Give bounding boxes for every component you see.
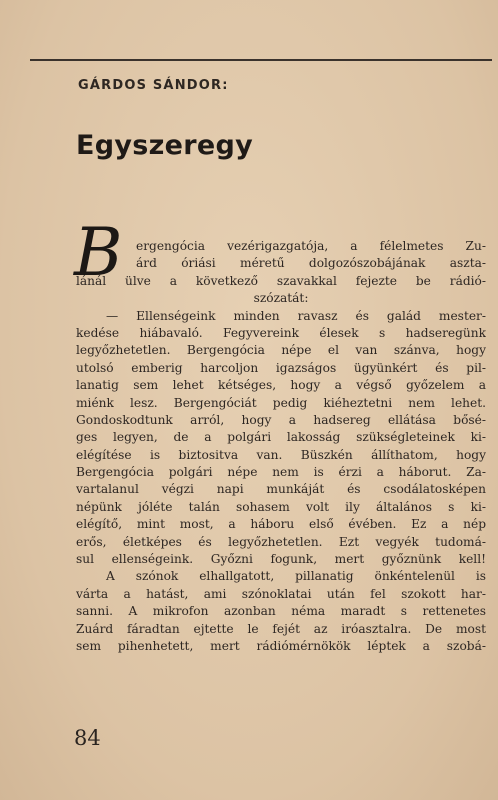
text-line: ergengócia vezérigazgatója, a félelmetes Zu-: [136, 239, 486, 253]
text-line: lanatig sem lehet kétséges, hogy a végső győzelem a: [76, 378, 486, 393]
text-line: Bergengócia polgári népe nem is érzi a háborut. Za-: [76, 465, 486, 480]
text-line: legyőzhetetlen. Bergengócia népe el van szánva, hogy: [76, 343, 486, 358]
text-line: sem pihenhetett, mert rádiómérnökök léptek a szobá-: [76, 638, 486, 653]
text-line: Zuárd fáradtan ejtette le fejét az iróasztalra. De most: [76, 621, 486, 636]
text-line: — Ellenségeink minden ravasz és galád mester-: [106, 308, 486, 323]
page-number: 84: [74, 726, 101, 750]
text-line: elégítése is biztositva van. Büszkén állíthatom, hogy: [76, 447, 486, 462]
text-line: lánál ülve a következő szavakkal fejezte be rádió-: [76, 273, 486, 288]
text-line: népünk jóléte talán sohasem volt ily általános s ki-: [76, 499, 486, 514]
text-line: Gondoskodtunk arról, hogy a hadsereg ellátása bősé-: [76, 412, 486, 427]
header-rule: [30, 59, 492, 61]
drop-cap: B: [74, 214, 123, 291]
article-body: [76, 238, 486, 655]
article-title: Egyszeregy: [76, 130, 254, 161]
text-line: A szónok elhallgatott, pillanatig önkéntelenül is: [106, 569, 486, 584]
text-line: erős, életképes és legyőzhetetlen. Ezt vegyék tudomá-: [76, 534, 486, 549]
author-name: GÁRDOS SÁNDOR:: [78, 78, 229, 93]
text-line: szózatát:: [253, 291, 309, 306]
text-line: sul ellenségeink. Győzni fogunk, mert győznünk kell!: [76, 552, 486, 567]
text-line: vartalanul végzi napi munkáját és csodálatosképen: [76, 482, 486, 497]
text-line: ges legyen, de a polgári lakosság szükségleteinek ki-: [76, 430, 486, 445]
text-line: kedése hiábavaló. Fegyvereink élesek s hadseregünk: [76, 325, 486, 340]
text-line: sanni. A mikrofon azonban néma maradt s rettenetes: [76, 604, 486, 619]
text-line: utolsó emberig harcoljon igazságos ügyünkért és pil-: [76, 360, 486, 375]
text-line: miénk lesz. Bergengóciát pedig kiéheztetni nem lehet.: [76, 395, 486, 410]
text-line: árd óriási méretű dolgozószobájának aszta-: [136, 256, 486, 271]
text-line: elégítő, mint most, a háboru első évében. Ez a nép: [76, 517, 486, 532]
text-line: várta a hatást, ami szónoklatai után fel szokott har-: [76, 586, 486, 601]
